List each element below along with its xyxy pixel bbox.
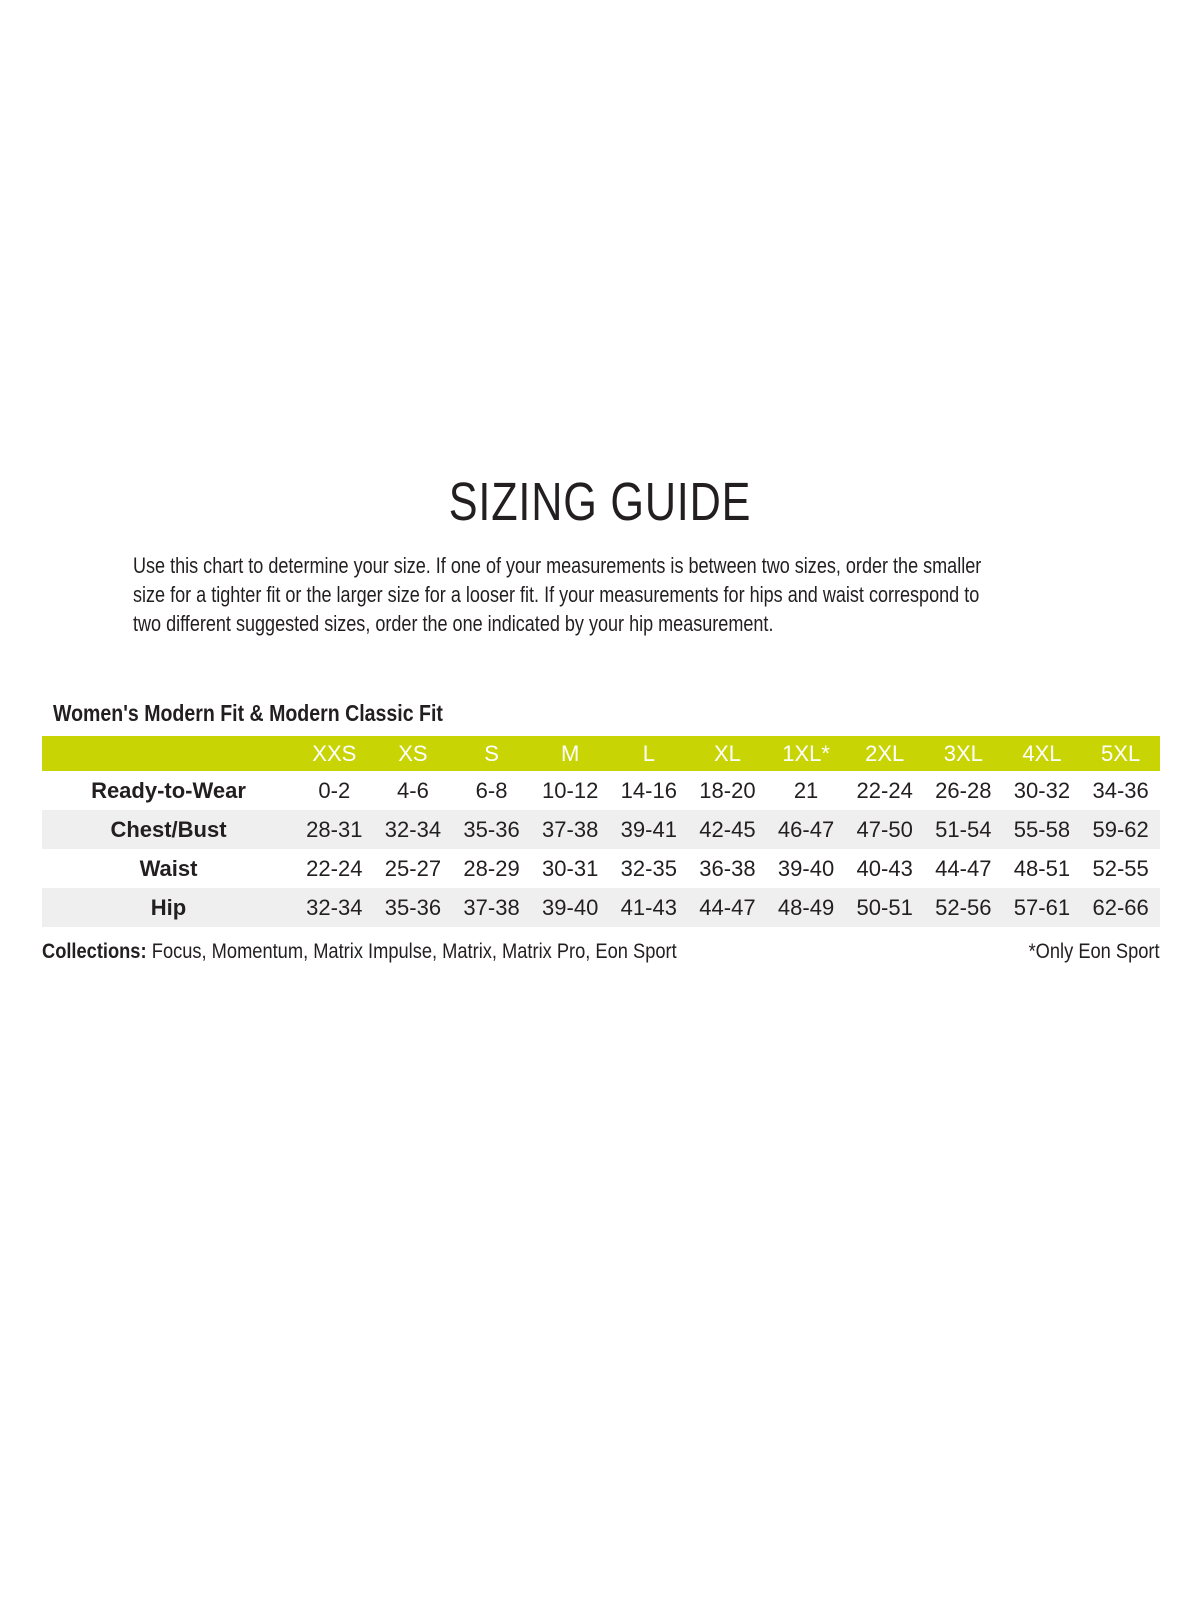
cell-chest-bust-1xl: 46-47: [777, 816, 835, 842]
section-heading-text: Women's Modern Fit & Modern Classic Fit: [53, 700, 443, 726]
cell-hip-3xl: 52-56: [935, 894, 992, 920]
column-header-l: L: [610, 736, 689, 771]
cell-waist-s: 28-29: [463, 855, 520, 881]
collections-line: [42, 939, 772, 965]
cell-ready-to-wear-m: 10-12: [542, 777, 599, 803]
column-header-xl: XL: [688, 736, 767, 771]
cell-ready-to-wear-2xl: 22-24: [856, 777, 913, 803]
intro-paragraph: [133, 551, 1093, 638]
cell-chest-bust-s: 35-36: [463, 816, 520, 842]
footnote: [1009, 939, 1160, 965]
column-header-4xl: 4XL: [1003, 736, 1082, 771]
cell-hip-xl: 44-47: [699, 894, 756, 920]
row-label-ready-to-wear: Ready-to-Wear: [91, 777, 246, 803]
cell-chest-bust-5xl: 59-62: [1092, 816, 1149, 842]
cell-hip-xs: 35-36: [384, 894, 442, 920]
column-header-2xl: 2XL: [845, 736, 924, 771]
cell-ready-to-wear-4xl: 30-32: [1013, 777, 1071, 803]
cell-waist-5xl: 52-55: [1092, 855, 1149, 881]
cell-ready-to-wear-xl: 18-20: [699, 777, 756, 803]
cell-hip-xxs: 32-34: [306, 894, 363, 920]
cell-waist-4xl: 48-51: [1013, 855, 1071, 881]
cell-ready-to-wear-s: 6-8: [475, 777, 508, 803]
size-header-row: [42, 736, 1160, 771]
column-header-m: M: [531, 736, 610, 771]
cell-waist-l: 32-35: [620, 855, 677, 881]
cell-chest-bust-3xl: 51-54: [935, 816, 992, 842]
cell-ready-to-wear-l: 14-16: [620, 777, 677, 803]
cell-waist-2xl: 40-43: [856, 855, 913, 881]
cell-ready-to-wear-5xl: 34-36: [1092, 777, 1149, 803]
cell-chest-bust-xxs: 28-31: [306, 816, 363, 842]
column-header-3xl: 3XL: [924, 736, 1003, 771]
cell-ready-to-wear-xs: 4-6: [397, 777, 429, 803]
cell-hip-l: 41-43: [620, 894, 677, 920]
cell-waist-1xl: 39-40: [777, 855, 835, 881]
intro-line-2: size for a tighter fit or the larger size for a looser fit. If your measurements for hips and waist correspond to: [133, 582, 980, 607]
cell-ready-to-wear-3xl: 26-28: [935, 777, 992, 803]
cell-hip-5xl: 62-66: [1092, 894, 1149, 920]
cell-waist-xl: 36-38: [699, 855, 756, 881]
footnote-text: *Only Eon Sport: [1028, 940, 1160, 963]
cell-chest-bust-l: 39-41: [620, 816, 677, 842]
size-table-body: [42, 771, 1160, 927]
size-table-head: [42, 736, 1160, 771]
row-label-chest-bust: Chest/Bust: [110, 816, 227, 842]
intro-line-3: two different suggested sizes, order the one indicated by your hip measurement.: [133, 611, 774, 636]
cell-chest-bust-xl: 42-45: [699, 816, 756, 842]
row-label-waist: Waist: [139, 855, 198, 881]
collections-list: Focus, Momentum, Matrix Impulse, Matrix, Matrix Pro, Eon Sport: [151, 940, 677, 963]
cell-waist-xs: 25-27: [384, 855, 442, 881]
footer: [42, 939, 1160, 965]
page-title-text: SIZING GUIDE: [448, 472, 752, 532]
column-header-s: S: [452, 736, 531, 771]
cell-ready-to-wear-1xl: 21: [793, 777, 819, 803]
column-header-5xl: 5XL: [1081, 736, 1160, 771]
table-row-waist: [42, 849, 1160, 888]
table-row-ready-to-wear: [42, 771, 1160, 810]
cell-chest-bust-2xl: 47-50: [856, 816, 913, 842]
cell-waist-xxs: 22-24: [306, 855, 363, 881]
table-row-hip: [42, 888, 1160, 927]
cell-hip-m: 39-40: [542, 894, 599, 920]
size-table: [42, 736, 1160, 927]
cell-hip-2xl: 50-51: [856, 894, 913, 920]
cell-hip-s: 37-38: [463, 894, 520, 920]
cell-hip-1xl: 48-49: [777, 894, 835, 920]
column-header-1xl: 1XL*: [767, 736, 846, 771]
cell-chest-bust-xs: 32-34: [384, 816, 442, 842]
row-label-hip: Hip: [150, 894, 187, 920]
table-row-chest-bust: [42, 810, 1160, 849]
cell-waist-m: 30-31: [542, 855, 599, 881]
cell-hip-4xl: 57-61: [1013, 894, 1071, 920]
intro-line-1: Use this chart to determine your size. If one of your measurements is between two sizes, order the smaller: [133, 553, 982, 578]
page-title: [0, 471, 1200, 533]
cell-ready-to-wear-xxs: 0-2: [318, 777, 351, 803]
cell-waist-3xl: 44-47: [935, 855, 992, 881]
column-header-xxs: XXS: [295, 736, 374, 771]
header-corner-cell: [42, 736, 295, 771]
column-header-xs: XS: [374, 736, 453, 771]
section-heading: [53, 700, 512, 727]
cell-chest-bust-4xl: 55-58: [1013, 816, 1071, 842]
collections-label: Collections:: [42, 940, 147, 963]
cell-chest-bust-m: 37-38: [542, 816, 599, 842]
